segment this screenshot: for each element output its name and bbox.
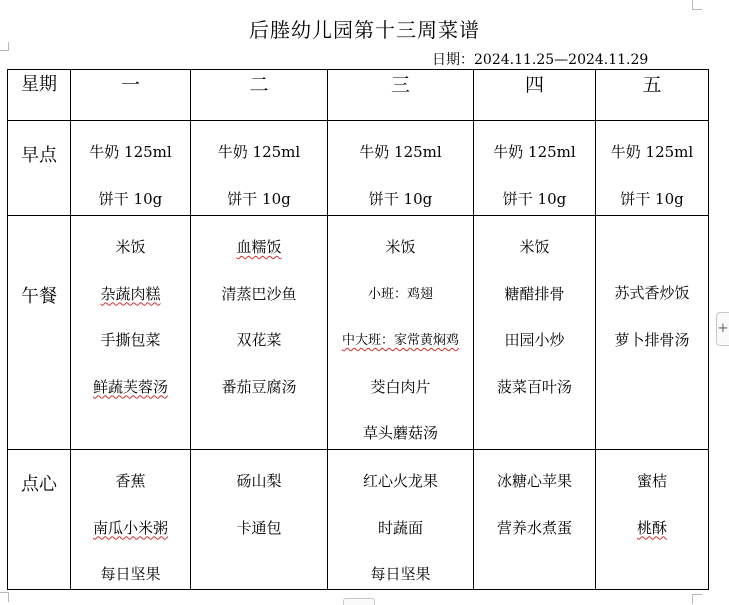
snack-cell-day3: [328, 450, 474, 590]
lunch-cell-day4: [474, 216, 596, 450]
snack-cell-day4: [474, 450, 596, 590]
breakfast-cell-day3: [328, 121, 474, 216]
snack-cell-day2: [191, 450, 328, 590]
breakfast-label: 早点: [21, 145, 57, 166]
lunch-cell-day2: [191, 216, 328, 450]
snack-cell-day1: [71, 450, 191, 590]
lunch-cell-day5: [596, 216, 709, 450]
menu-item: 饼干 10g: [98, 189, 163, 208]
header-label-weekday: 星期: [8, 70, 71, 121]
menu-item: 手撕包菜: [100, 331, 161, 349]
breakfast-cell-day2: [191, 121, 328, 216]
menu-item: 香蕉: [115, 472, 146, 490]
crop-mark-top-right: [692, 0, 702, 10]
menu-item: 牛奶 125ml: [217, 143, 301, 161]
menu-item: 砀山梨: [236, 472, 282, 490]
crop-mark-bottom-right: [692, 594, 702, 604]
menu-item: 南瓜小米粥: [92, 518, 168, 537]
lunch-cell-day1: [71, 216, 191, 450]
menu-item: 番茄豆腐汤: [221, 377, 297, 396]
menu-item: 糖醋排骨: [504, 284, 565, 303]
menu-item: 饼干 10g: [368, 189, 433, 208]
menu-item: 茭白肉片: [370, 377, 431, 396]
snack-cell-day5: [596, 450, 709, 590]
menu-item: 牛奶 125ml: [359, 143, 442, 161]
menu-item: 米饭: [519, 238, 550, 256]
lunch-cell-day3: [328, 216, 474, 450]
menu-item: 田园小炒: [504, 331, 565, 349]
menu-item: 米饭: [385, 238, 416, 256]
menu-item: 饼干 10g: [502, 189, 567, 208]
menu-item: 牛奶 125ml: [610, 143, 694, 161]
menu-item: 萝卜排骨汤: [614, 330, 690, 349]
breakfast-cell-day4: [474, 121, 596, 216]
menu-item: 中大班：家常黄焖鸡: [341, 333, 459, 348]
breakfast-cell-day1: [71, 121, 191, 216]
expand-handle-icon[interactable]: +: [716, 312, 729, 346]
menu-item: 菠菜百叶汤: [496, 377, 572, 396]
snack-row: [8, 450, 709, 590]
menu-item: 桃酥: [636, 518, 667, 537]
snack-label-cell: [8, 450, 71, 590]
crop-mark-bottom-left: [0, 592, 9, 602]
menu-item: 牛奶 125ml: [493, 143, 576, 161]
menu-item: 营养水煮蛋: [496, 518, 572, 537]
menu-item: 时蔬面: [377, 518, 423, 537]
header-day-1: 一: [71, 70, 191, 121]
menu-item: 牛奶 125ml: [89, 143, 172, 161]
menu-item: 每日坚果: [100, 565, 161, 583]
menu-item: 草头蘑菇汤: [362, 424, 438, 442]
header-day-2: 二: [191, 70, 328, 121]
document-title: 后塍幼儿园第十三周菜谱: [249, 18, 480, 42]
breakfast-cell-day5: [596, 121, 709, 216]
header-row: [8, 70, 709, 121]
breakfast-label-cell: [8, 121, 71, 216]
menu-item: 米饭: [115, 238, 146, 256]
menu-item: 苏式香炒饭: [614, 284, 690, 302]
header-day-4: 四: [474, 70, 596, 121]
menu-item: 鲜蔬芙蓉汤: [92, 377, 168, 396]
header-day-5: 五: [596, 70, 709, 121]
menu-item: 冰糖心苹果: [496, 472, 572, 490]
header-day-3: 三: [328, 70, 474, 121]
menu-item: 小班：鸡翅: [367, 286, 433, 302]
menu-table: [7, 69, 709, 590]
lunch-row: [8, 216, 709, 450]
menu-item: 血糯饭: [236, 238, 282, 256]
menu-item: 杂蔬肉糕: [100, 284, 161, 303]
menu-item: 红心火龙果: [362, 472, 438, 490]
menu-item: 蜜桔: [636, 472, 667, 490]
menu-item: 饼干 10g: [620, 189, 684, 208]
lunch-label: 午餐: [21, 286, 57, 307]
snack-label: 点心: [21, 474, 57, 495]
menu-item: 卡通包: [236, 518, 282, 537]
breakfast-row: [8, 121, 709, 216]
menu-item: 每日坚果: [370, 565, 431, 583]
menu-item: 清蒸巴沙鱼: [221, 284, 297, 303]
lunch-label-cell: [8, 216, 71, 450]
date-range: 日期：2024.11.25—2024.11.29: [432, 52, 649, 68]
crop-mark-top-left: [0, 42, 9, 51]
menu-item: 饼干 10g: [227, 189, 291, 208]
menu-item: 双花菜: [236, 331, 282, 349]
